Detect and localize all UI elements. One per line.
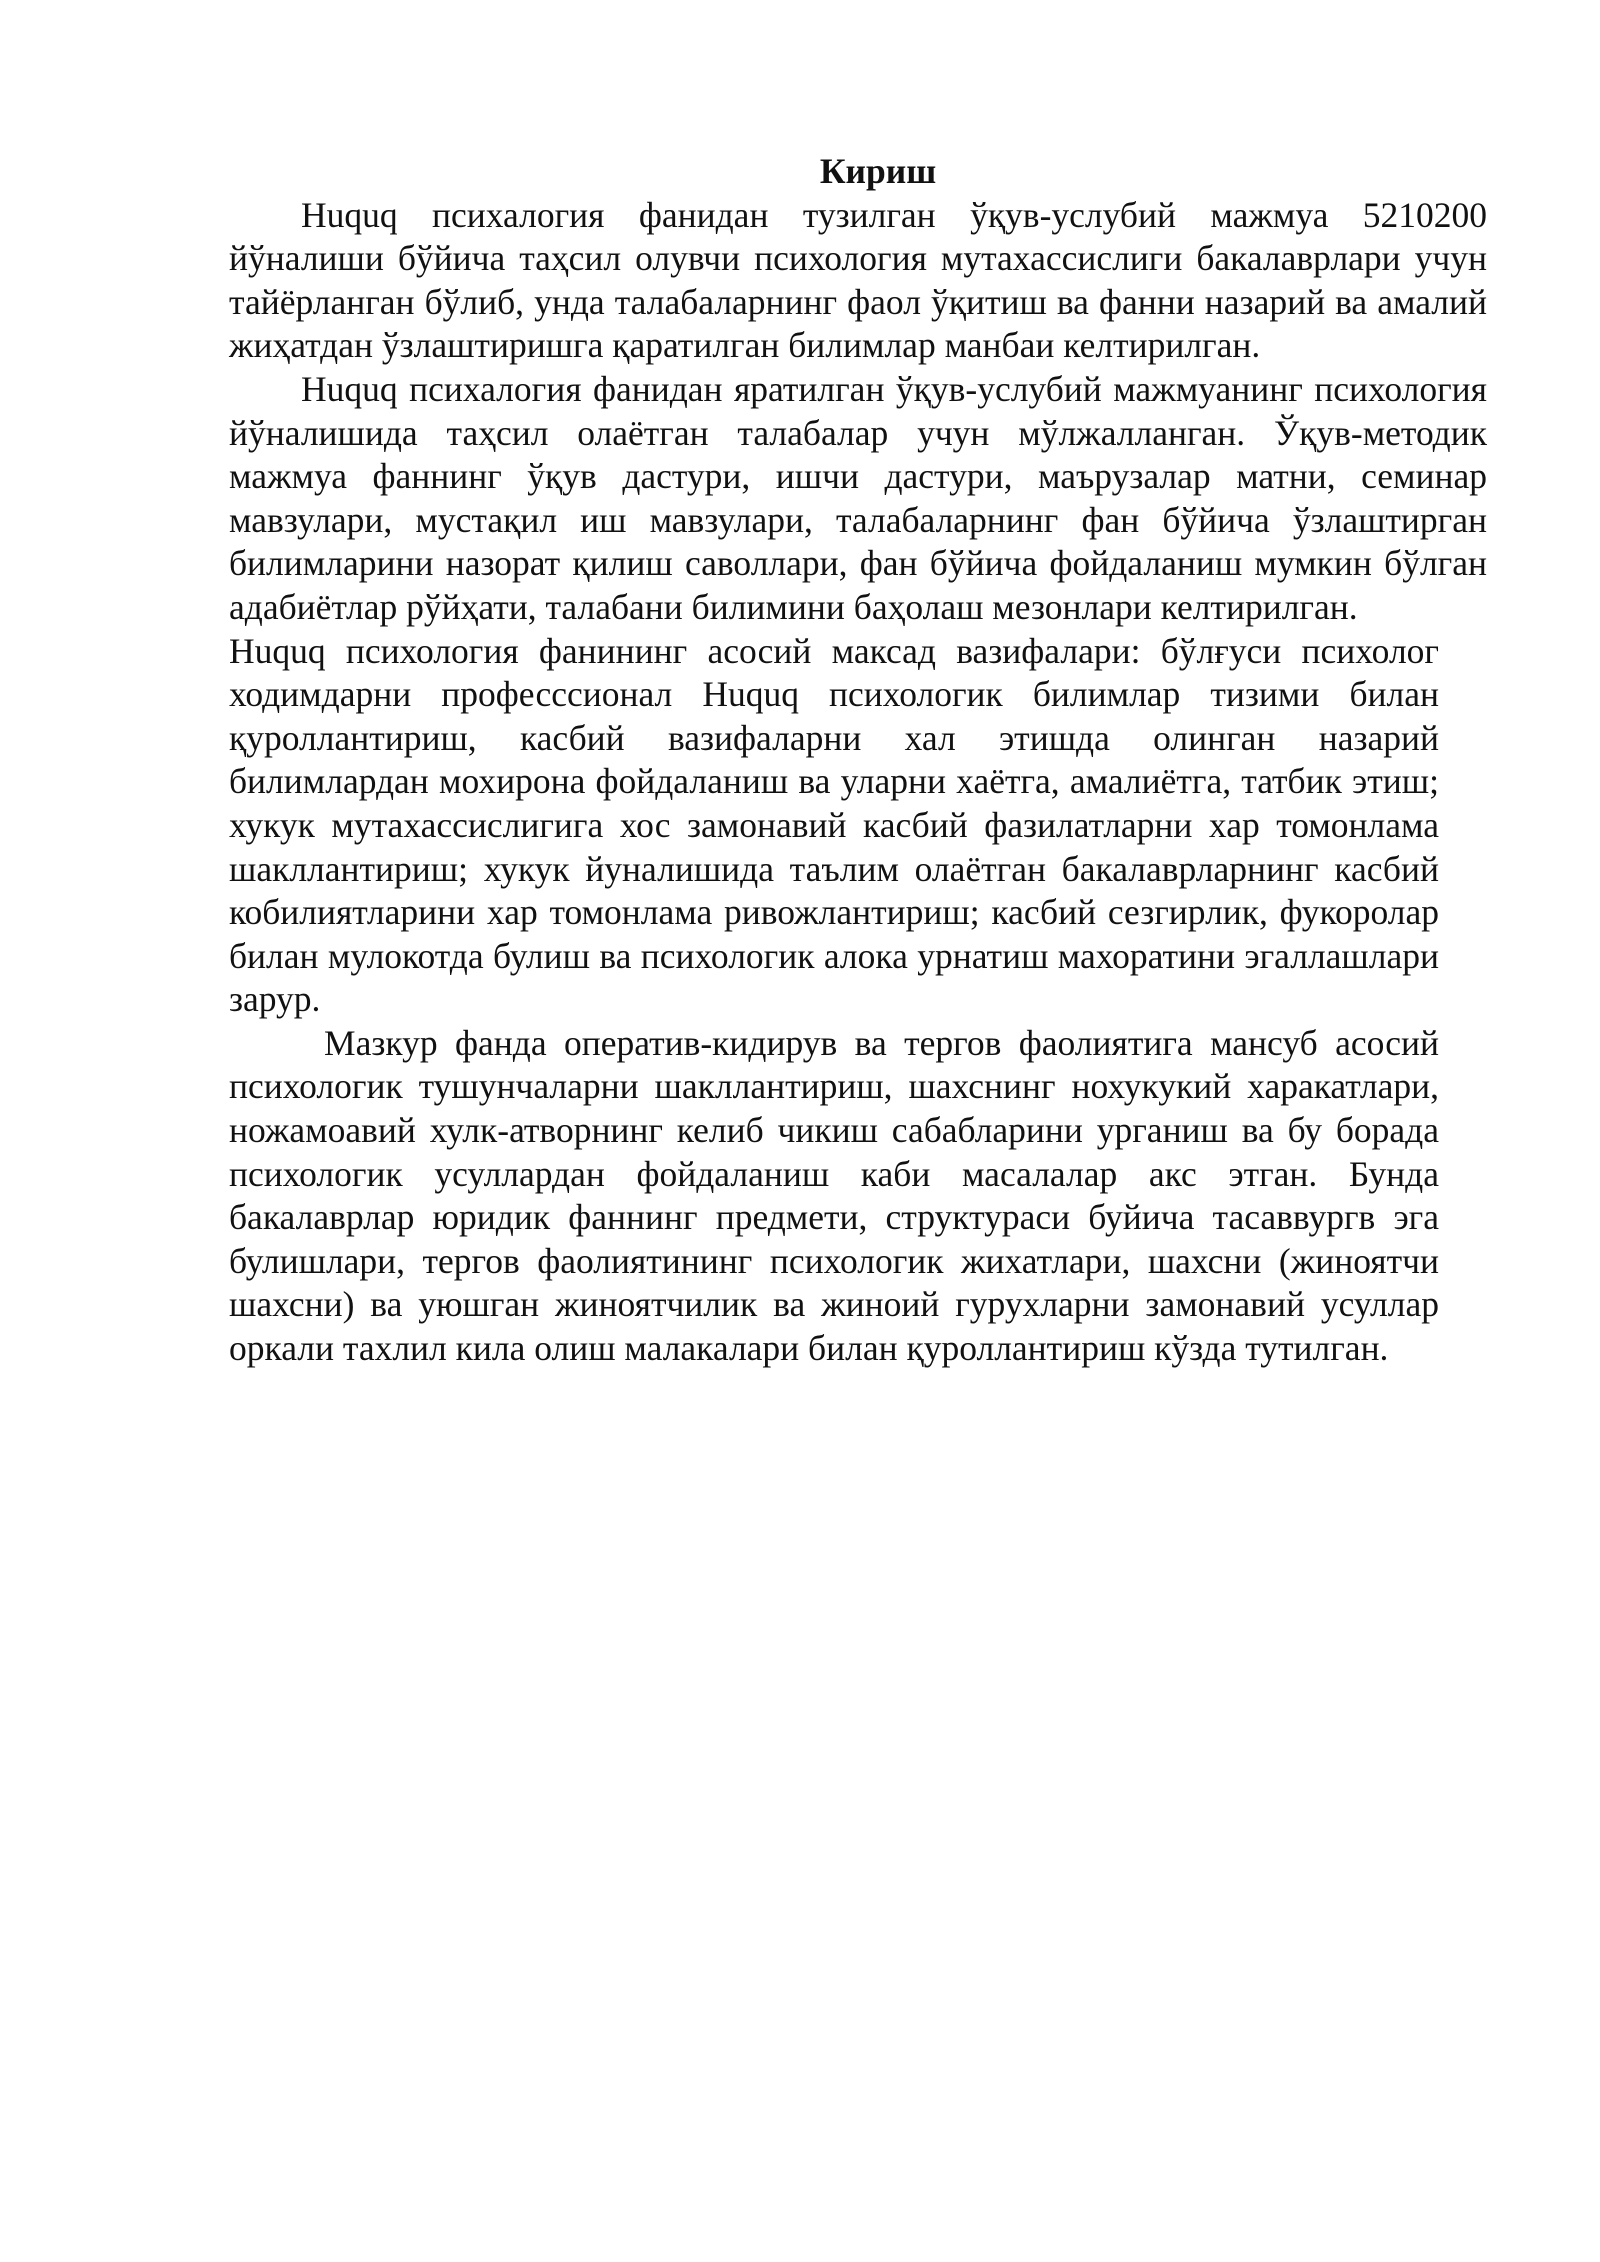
paragraph-1: Huquq психалогия фанидан тузилган ўқув-услубий мажмуа 5210200 йўналиши бўйича таҳсил олувчи психология мутахассислиги бакалаврлари учун тайёрланган бўлиб, унда талабаларнинг фаол ўқитиш ва фанни назарий ва амалий жиҳатдан ўзлаштиришга қаратилган билимлар манбаи келтирилган. bbox=[229, 194, 1487, 366]
page-title: Кириш bbox=[819, 151, 937, 191]
document-page bbox=[229, 150, 1487, 1371]
paragraph-4: Мазкур фанда оператив-кидирув ва тергов фаолиятига мансуб асосий психологик тушунчаларни шакллантириш, шахснинг нохукукий харакатлари, ножамоавий хулк-атворнинг келиб чикиш сабабларини урганиш ва бу борада психологик усуллардан фойдаланиш каби масалалар акс этган. Бунда бакалаврлар юридик фаннинг предмети, структураси буйича тасаввургв эга булишлари, тергов фаолиятининг психологик жихатлари, шахсни (жиноятчи шахсни) ва уюшган жиноятчилик ва жиноий гурухларни замонавий усуллар оркали тахлил кила олиш малакалари билан қуроллантириш кўзда тутилган. bbox=[229, 1022, 1439, 1369]
paragraph-3: Huquq психология фанининг асосий максад вазифалари: бўлғуси психолог ходимдарни професссионал Huquq психологик билимлар тизими билан қуроллантириш, касбий вазифаларни хал этишда олинган назарий билимлардан мохирона фойдаланиш ва уларни хаётга, амалиётга, татбик этиш; хукук мутахассислигига хос замонавий касбий фазилатларни хар томонлама шакллантириш; хукук йуналишида таълим олаётган бакалаврларнинг касбий кобилиятларини хар томонлама ривожлантириш; касбий сезгирлик, фукоролар билан мулокотда булиш ва психологик алока урнатиш махоратини эгаллашлари зарур. bbox=[229, 630, 1439, 1020]
paragraph-2: Huquq психалогия фанидан яратилган ўқув-услубий мажмуанинг психология йўналишида таҳсил олаётган талабалар учун мўлжалланган. Ўқув-методик мажмуа фаннинг ўқув дастури, ишчи дастури, маърузалар матни, семинар мавзулари, мустақил иш мавзулари, талабаларнинг фан бўйича ўзлаштирган билимларини назорат қилиш саволлари, фан бўйича фойдаланиш мумкин бўлган адабиётлар рўйҳати, талабани билимини баҳолаш мезонлари келтирилган. bbox=[229, 368, 1487, 627]
